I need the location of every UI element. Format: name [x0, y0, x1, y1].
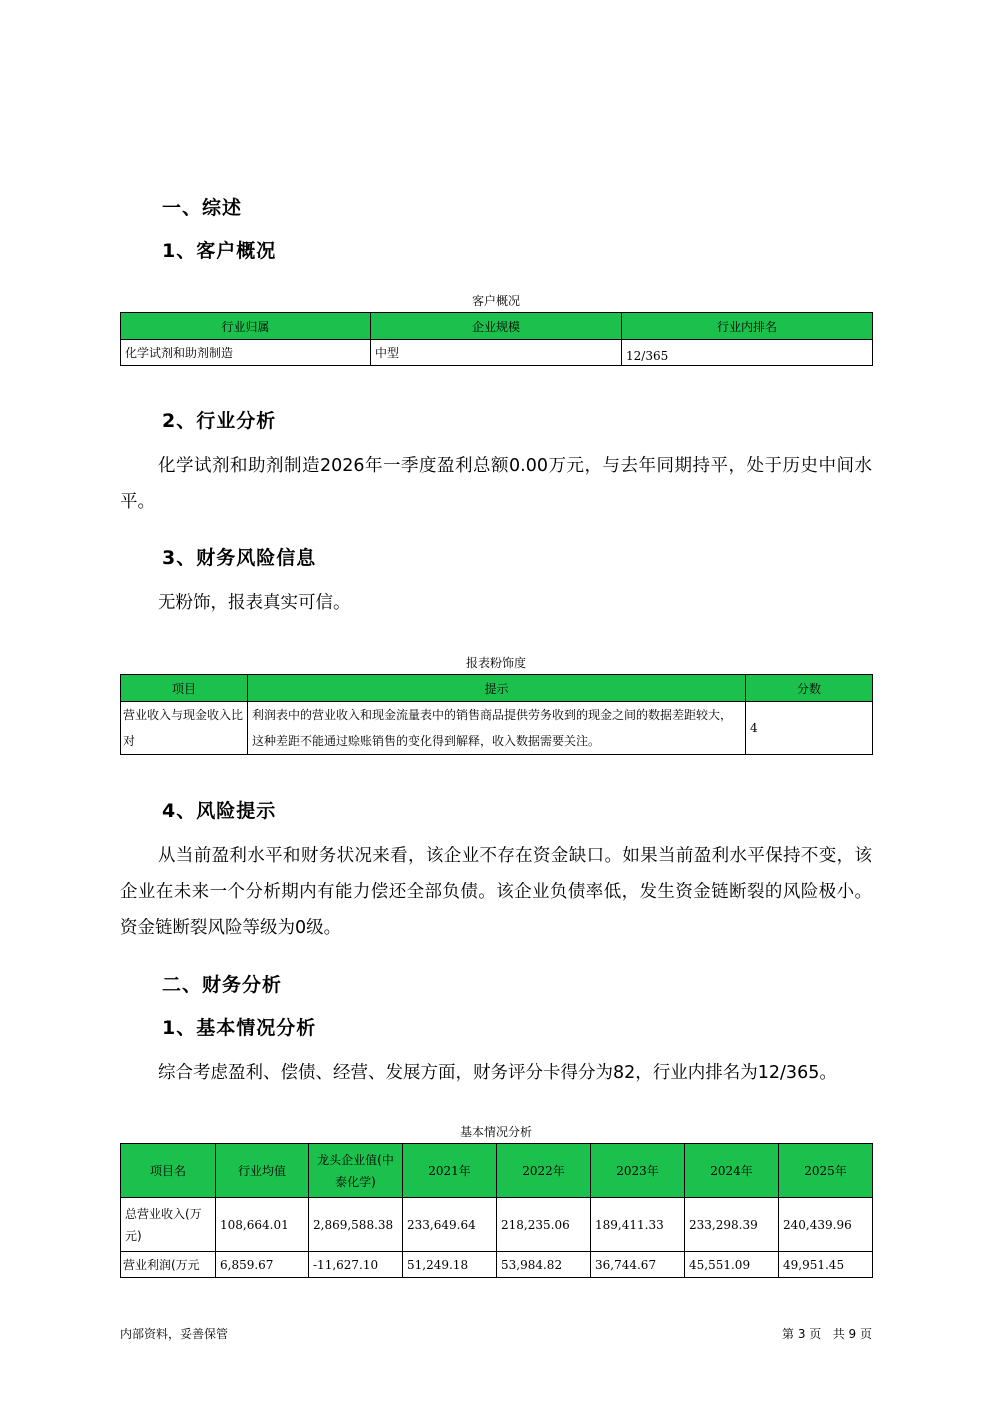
table-row	[121, 1198, 873, 1252]
basic-cell-label: 营业利润(万元	[121, 1252, 216, 1278]
basic-cell: 6,859.67	[216, 1252, 309, 1278]
customer-cell-industry: 化学试剂和助剂制造	[121, 340, 371, 366]
customer-cell-rank: 12/365	[622, 340, 873, 366]
customer-table	[120, 312, 873, 366]
subsection-title-customer: 1、客户概况	[162, 240, 277, 262]
basic-cell: 233,298.39	[685, 1198, 779, 1252]
whitewash-cell-tip: 利润表中的营业收入和现金流量表中的销售商品提供劳务收到的现金之间的数据差距较大，这种差距不能通过赊账销售的变化得到解释，收入数据需要关注。	[248, 702, 746, 755]
basic-cell: 218,235.06	[497, 1198, 591, 1252]
basic-cell: 233,649.64	[403, 1198, 497, 1252]
basic-header-industry-avg: 行业均值	[216, 1144, 309, 1198]
subsection-title-industry: 2、行业分析	[162, 410, 277, 432]
basic-cell: 51,249.18	[403, 1252, 497, 1278]
basic-cell: 49,951.45	[779, 1252, 873, 1278]
customer-table-caption: 客户概况	[471, 294, 520, 308]
risk-tip-paragraph: 从当前盈利水平和财务状况来看，该企业不存在资金缺口。如果当前盈利水平保持不变，该企业在未来一个分析期内有能力偿还全部负债。该企业负债率低，发生资金链断裂的风险极小。资金链断裂风险等级为0级。	[120, 846, 872, 938]
whitewash-header-score: 分数	[746, 675, 873, 702]
customer-cell-scale: 中型	[371, 340, 622, 366]
subsection-title-risk-tip: 4、风险提示	[162, 800, 277, 822]
basic-cell: 2,869,588.38	[309, 1198, 403, 1252]
risk-info-paragraph: 无粉饰，报表真实可信。	[158, 593, 351, 613]
basic-table	[120, 1143, 873, 1278]
basic-header-2021: 2021年	[403, 1144, 497, 1198]
basic-cell: 189,411.33	[591, 1198, 685, 1252]
footer-page-number: 第 3 页 共 9 页	[782, 1327, 872, 1341]
basic-cell-label: 总营业收入(万元)	[121, 1198, 216, 1252]
subsection-title-basic: 1、基本情况分析	[162, 1017, 317, 1039]
whitewash-header-item: 项目	[121, 675, 248, 702]
basic-table-caption: 基本情况分析	[459, 1125, 532, 1139]
whitewash-cell-item: 营业收入与现金收入比对	[121, 702, 248, 755]
whitewash-table-caption: 报表粉饰度	[465, 656, 526, 670]
customer-header-rank: 行业内排名	[622, 313, 873, 340]
basic-header-leader: 龙头企业值(中泰化学)	[309, 1144, 403, 1198]
basic-header-2023: 2023年	[591, 1144, 685, 1198]
customer-header-scale: 企业规模	[371, 313, 622, 340]
basic-cell: 36,744.67	[591, 1252, 685, 1278]
basic-header-2024: 2024年	[685, 1144, 779, 1198]
footer-left: 内部资料，妥善保管	[120, 1327, 229, 1341]
whitewash-table	[120, 674, 873, 755]
whitewash-cell-score: 4	[746, 702, 873, 755]
basic-cell: 53,984.82	[497, 1252, 591, 1278]
basic-header-2025: 2025年	[779, 1144, 873, 1198]
basic-cell: -11,627.10	[309, 1252, 403, 1278]
basic-cell: 45,551.09	[685, 1252, 779, 1278]
basic-cell: 240,439.96	[779, 1198, 873, 1252]
basic-cell: 108,664.01	[216, 1198, 309, 1252]
basic-paragraph: 综合考虑盈利、偿债、经营、发展方面，财务评分卡得分为82，行业内排名为12/365。	[158, 1063, 837, 1083]
subsection-title-risk-info: 3、财务风险信息	[162, 547, 317, 569]
whitewash-header-tip: 提示	[248, 675, 746, 702]
section-title-overview: 一、综述	[162, 197, 243, 219]
section-title-financial: 二、财务分析	[162, 974, 283, 996]
basic-header-2022: 2022年	[497, 1144, 591, 1198]
customer-header-industry: 行业归属	[121, 313, 371, 340]
basic-header-item: 项目名	[121, 1144, 216, 1198]
industry-paragraph: 化学试剂和助剂制造2026年一季度盈利总额0.00万元，与去年同期持平，处于历史中间水平。	[120, 456, 872, 512]
table-row	[121, 1252, 873, 1278]
